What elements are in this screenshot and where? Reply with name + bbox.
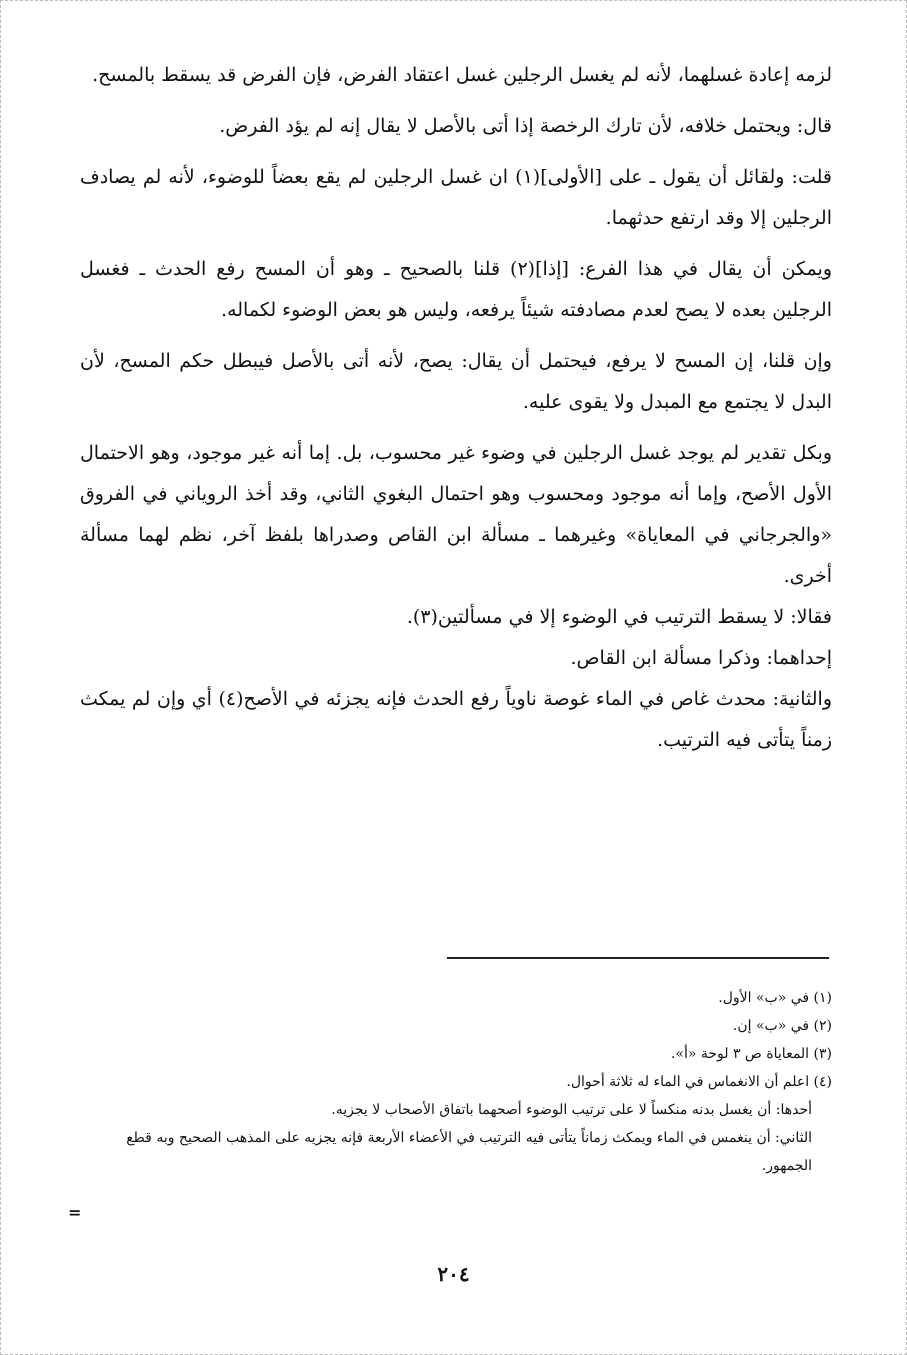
paragraph-8: إحداهما: وذكرا مسألة ابن القاص. [570,647,832,669]
paragraph-2: قال: ويحتمل خلافه، لأن تارك الرخصة إذا أتى بالأصل لا يقال إنه لم يؤد الفرض. [219,115,832,137]
paragraph-1: لزمه إعادة غسلهما، لأنه لم يغسل الرجلين غسل اعتقاد الفرض، فإن الفرض قد يسقط بالمسح. [92,64,832,86]
paragraph-4: ويمكن أن يقال في هذا الفرع: [إذا](٢) قلنا بالصحيح ـ وهو أن المسح رفع الحدث ـ فغسل الرجلين بعده لا يصح لعدم مصادفته شيئاً يرفعه، وليس هو بعض الوضوء لكماله. [80,258,832,321]
continuation-mark: = [68,1203,82,1222]
page-number: ٢٠٤ [437,1262,470,1286]
footnote-separator [447,957,829,959]
footnote-3: (٣) المعاياة ص ٣ لوحة «أ». [670,1046,832,1062]
main-text [80,55,832,761]
footnote-1: (١) في «ب» الأول. [718,990,832,1006]
paragraph-3: قلت: ولقائل أن يقول ـ على [الأولى](١) ان غسل الرجلين لم يقع بعضاً للوضوء، لأنه لم يصادف الرجلين إلا وقد ارتفع حدثهما. [80,166,832,229]
paragraph-5: وإن قلنا، إن المسح لا يرفع، فيحتمل أن يقال: يصح، لأنه أتى بالأصل فيبطل حكم المسح، لأن البدل لا يجتمع مع المبدل ولا يقوى عليه. [80,350,832,413]
footnote-4-detail-2: الثاني: أن ينغمس في الماء ويمكث زماناً يتأتى فيه الترتيب في الأعضاء الأربعة فإنه يجزيه على المذهب الصحيح وبه قطع الجمهور. [126,1130,812,1174]
footnote-4-detail-1: أحدها: أن يغسل بدنه منكساً لا على ترتيب الوضوء أصحهما باتفاق الأصحاب لا يجزيه. [331,1102,812,1118]
paragraph-6: وبكل تقدير لم يوجد غسل الرجلين في وضوء غير محسوب، بل. إما أنه غير موجود، وهو الاحتمال الأول الأصح، وإما أنه موجود ومحسوب وهو احتمال البغوي الثاني، وقد أخذ الروياني في الفروق «والجرجاني في المعاياة» وغيرهما ـ مسألة ابن القاص وصدراها بلفظ آخر، نظم لهما مسألة أخرى. [80,442,832,587]
paragraph-9: والثانية: محدث غاص في الماء غوصة ناوياً رفع الحدث فإنه يجزئه في الأصح(٤) أي وإن لم يمكث زمناً يتأتى فيه الترتيب. [80,688,832,751]
footnotes [80,984,832,1180]
footnote-4: (٤) اعلم أن الانغماس في الماء له ثلاثة أحوال. [566,1074,832,1090]
paragraph-7: فقالا: لا يسقط الترتيب في الوضوء إلا في مسألتين(٣). [406,606,832,628]
footnote-2: (٢) في «ب» إن. [732,1018,832,1034]
